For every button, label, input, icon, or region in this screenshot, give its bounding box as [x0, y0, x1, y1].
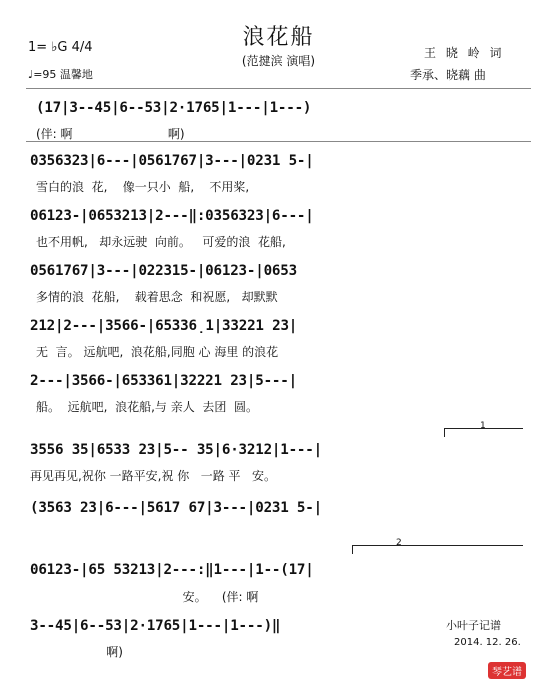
lyric-line-9: 安。 (伴: 啊	[30, 590, 259, 604]
staff-divider	[26, 141, 531, 142]
notation-line-6: 2---|3566-|653361|32221 23|5---|	[30, 373, 297, 389]
song-title: 浪花船	[242, 25, 315, 50]
lyric-line-5: 无 言。 远航吧, 浪花船,同胞 心 海里 的浪花	[36, 345, 279, 359]
tempo-marking: ♩=95 温馨地	[28, 68, 93, 81]
notation-line-5: 212|2---|3566-|65336̣1|33221 23|	[30, 318, 298, 334]
volta-bracket-2	[352, 545, 523, 554]
composer-credit: 季承、晓藕 曲	[410, 68, 486, 82]
lyric-line-2: 雪白的浪 花, 像一只小 船, 不用桨,	[36, 180, 250, 194]
lyric-line-6: 船。 远航吧, 浪花船,与 亲人 去团 圆。	[36, 400, 258, 414]
notation-line-10: 3--45|6--53|2·1765|1---|1---)‖	[30, 618, 281, 634]
notation-line-9: 06123-|65 53213|2---:‖1---|1--(17|	[30, 562, 314, 578]
notation-line-2: 0356323|6---|0561767|3---|0231 5-|	[30, 153, 314, 169]
volta-number-2: 2	[396, 538, 402, 548]
notation-line-4: 0561767|3---|022315-|06123-|0653	[30, 263, 297, 279]
notation-line-3: 06123-|0653213|2---‖:0356323|6---|	[30, 208, 314, 224]
lyric-line-10: 啊)	[30, 645, 123, 659]
notation-line-8: (3563 23|6---|5617 67|3---|0231 5-|	[30, 500, 322, 516]
notation-line-7: 3556 35|6533 23|5-- 35|6·3212|1---|	[30, 442, 322, 458]
key-signature: 1= ♭G 4/4	[28, 40, 93, 55]
site-logo: 琴艺谱	[488, 662, 526, 679]
volta-number-1: 1	[480, 421, 486, 431]
lyric-line-7: 再见再见,祝你 一路平安,祝 你 一路 平 安。	[30, 469, 276, 483]
header-divider	[26, 88, 531, 89]
lyricist-credit: 王 晓 岭 词	[424, 46, 505, 60]
notation-line-1: (17|3--45|6--53|2·1765|1---|1---)	[36, 100, 312, 116]
singer-subtitle: (范揵滨 演唱)	[241, 54, 316, 68]
transcription-date: 2014. 12. 26.	[454, 637, 521, 648]
lyric-line-3: 也不用帆, 却永远驶 向前。 可爱的浪 花船,	[36, 235, 286, 249]
transcriber-credit: 小叶子记谱	[446, 619, 501, 632]
lyric-line-1: (伴: 啊 啊)	[36, 127, 185, 141]
lyric-line-4: 多情的浪 花船, 载着思念 和祝愿, 却默默	[36, 290, 278, 304]
